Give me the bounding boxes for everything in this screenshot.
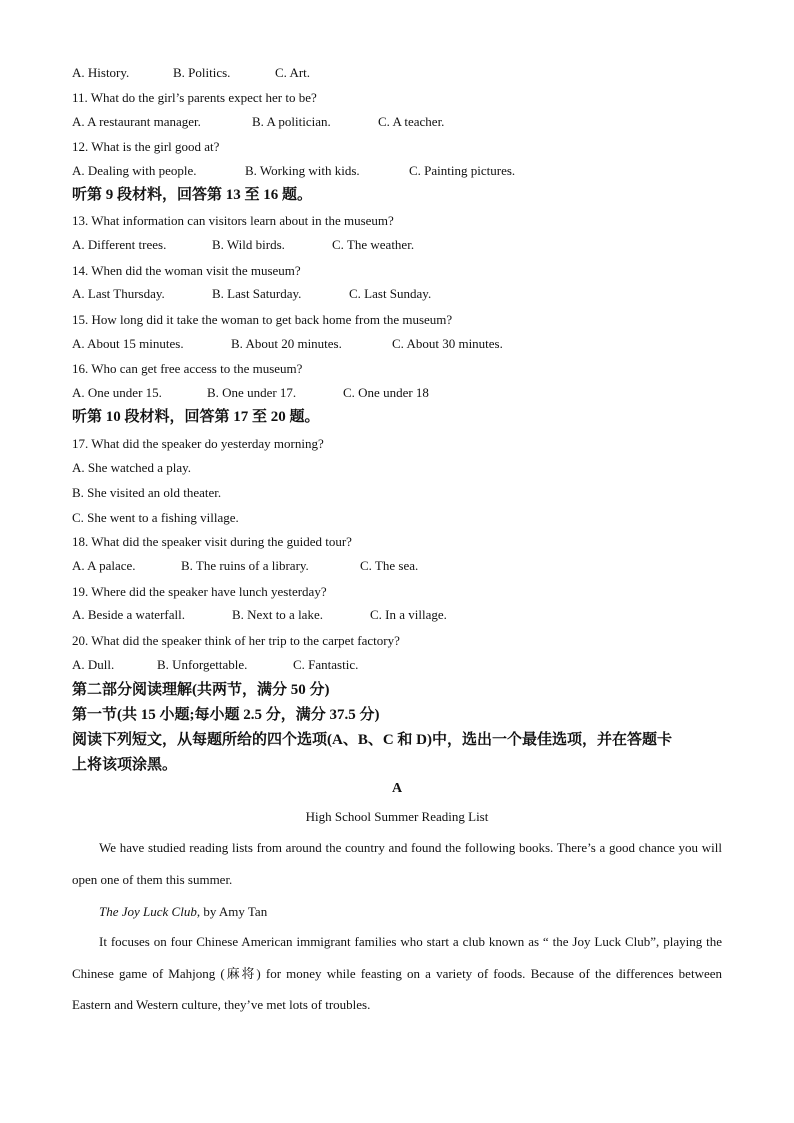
book-author: , by Amy Tan <box>196 904 268 919</box>
q20-option-c: C. Fantastic. <box>293 657 359 672</box>
option-c: C. Art. <box>275 65 311 80</box>
question-16: 16. Who can get free access to the museum? <box>72 361 303 376</box>
q17-option-c: C. She went to a fishing village. <box>72 510 239 525</box>
question-20: 20. What did the speaker think of her trip to the carpet factory? <box>72 633 400 648</box>
question-12: 12. What is the girl good at? <box>72 139 220 154</box>
q11-option-a: A. A restaurant manager. <box>72 114 201 129</box>
paragraph-2: It focuses on four Chinese American immigrant families who start a club known as “ the Joy Luck Club”, playing the Chinese game of Mahjong (麻将) for money while feasting on a variety of foods. Because of the differences between Eastern and Western culture, they’ve met lots of troubles. <box>72 934 722 1012</box>
option-b: B. Politics. <box>173 65 231 80</box>
question-11: 11. What do the girl’s parents expect her to be? <box>72 90 317 105</box>
question-17: 17. What did the speaker do yesterday morning? <box>72 436 324 451</box>
q12-option-a: A. Dealing with people. <box>72 163 197 178</box>
part-two-heading: 第二部分阅读理解(共两节，满分 50 分) <box>72 682 330 698</box>
question-14: 14. When did the woman visit the museum? <box>72 263 301 278</box>
q15-option-c: C. About 30 minutes. <box>392 336 503 351</box>
q15-option-a: A. About 15 minutes. <box>72 336 184 351</box>
section-heading-9: 听第 9 段材料，回答第 13 至 16 题。 <box>72 187 313 203</box>
q17-option-b: B. She visited an old theater. <box>72 485 222 500</box>
q16-option-a: A. One under 15. <box>72 385 162 400</box>
question-13: 13. What information can visitors learn about in the museum? <box>72 213 394 228</box>
question-15: 15. How long did it take the woman to get back home from the museum? <box>72 312 453 327</box>
option-a: A. History. <box>72 65 130 80</box>
q14-option-c: C. Last Sunday. <box>349 286 432 301</box>
q14-option-b: B. Last Saturday. <box>212 286 302 301</box>
q18-option-c: C. The sea. <box>360 558 419 573</box>
q12-option-c: C. Painting pictures. <box>409 163 516 178</box>
q20-option-a: A. Dull. <box>72 657 115 672</box>
q12-option-b: B. Working with kids. <box>245 163 360 178</box>
question-18: 18. What did the speaker visit during the guided tour? <box>72 534 352 549</box>
q14-option-a: A. Last Thursday. <box>72 286 165 301</box>
q15-option-b: B. About 20 minutes. <box>231 336 342 351</box>
q11-option-b: B. A politician. <box>252 114 331 129</box>
q20-option-b: B. Unforgettable. <box>157 657 248 672</box>
question-19: 19. Where did the speaker have lunch yesterday? <box>72 584 327 599</box>
q19-option-c: C. In a village. <box>370 607 447 622</box>
passage-title: High School Summer Reading List <box>305 809 489 824</box>
book-title: The Joy Luck Club <box>99 904 197 919</box>
q19-option-a: A. Beside a waterfall. <box>72 607 185 622</box>
q18-option-a: A. A palace. <box>72 558 136 573</box>
q16-option-b: B. One under 17. <box>207 385 297 400</box>
q19-option-b: B. Next to a lake. <box>232 607 323 622</box>
paragraph-1: We have studied reading lists from around the country and found the following books. There’s a good chance you will open one of them this summer. <box>72 840 722 887</box>
section-heading-10: 听第 10 段材料，回答第 17 至 20 题。 <box>72 409 320 425</box>
instructions-line-2: 上将该项涂黑。 <box>72 757 178 773</box>
q16-option-c: C. One under 18 <box>343 385 429 400</box>
q13-option-c: C. The weather. <box>332 237 415 252</box>
q17-option-a: A. She watched a play. <box>72 460 192 475</box>
q11-option-c: C. A teacher. <box>378 114 445 129</box>
passage-letter: A <box>391 781 403 796</box>
q13-option-b: B. Wild birds. <box>212 237 285 252</box>
book-heading <box>99 903 267 921</box>
section-one-heading: 第一节(共 15 小题;每小题 2.5 分，满分 37.5 分) <box>72 707 380 723</box>
instructions-line-1: 阅读下列短文，从每题所给的四个选项(A、B、C 和 D)中，选出一个最佳选项，并在答题卡 <box>72 732 672 748</box>
q18-option-b: B. The ruins of a library. <box>181 558 309 573</box>
q13-option-a: A. Different trees. <box>72 237 167 252</box>
